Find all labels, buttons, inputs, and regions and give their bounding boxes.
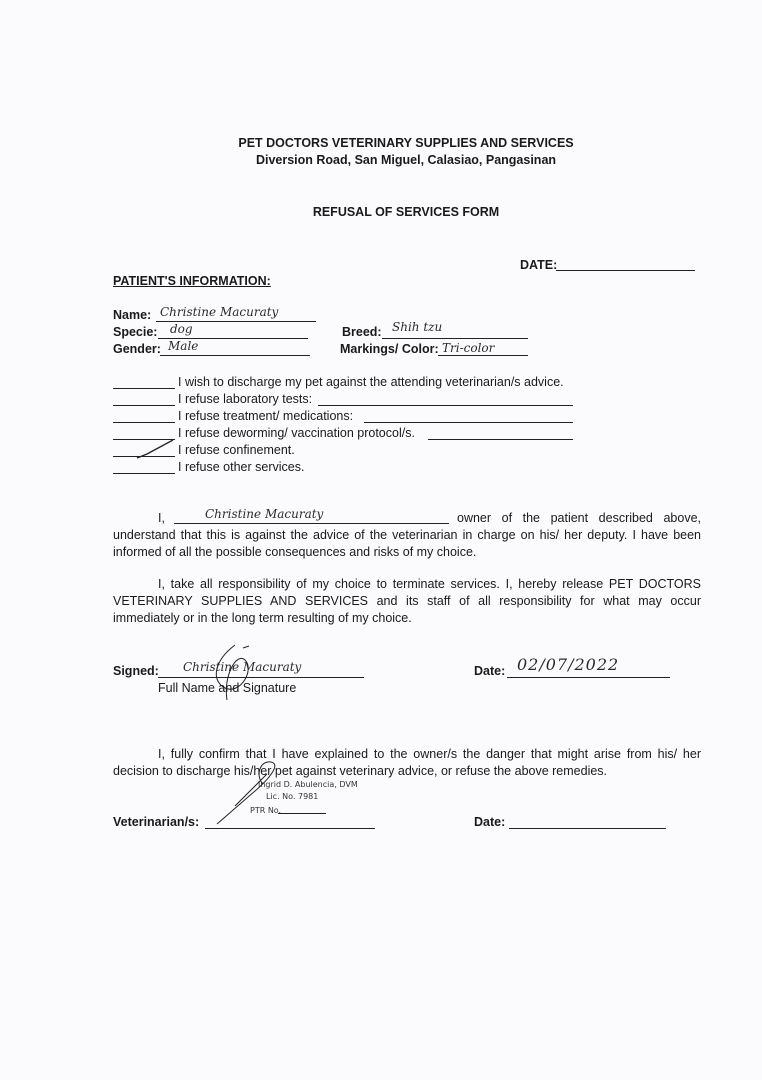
date-label: DATE: bbox=[520, 258, 558, 272]
patient-info-heading: PATIENT'S INFORMATION: bbox=[113, 274, 271, 288]
breed-label: Breed: bbox=[342, 325, 382, 339]
breed-field[interactable] bbox=[382, 338, 528, 339]
specie-value: dog bbox=[170, 322, 193, 336]
gender-field[interactable] bbox=[160, 355, 310, 356]
gender-label: Gender: bbox=[113, 342, 161, 356]
date-field[interactable] bbox=[556, 270, 695, 271]
breed-value: Shih tzu bbox=[392, 320, 443, 334]
signed-date-label: Date: bbox=[474, 664, 506, 678]
name-label: Name: bbox=[113, 308, 152, 322]
vet-stamp-license: Lic. No. 7981 bbox=[266, 792, 319, 801]
markings-label: Markings/ Color: bbox=[340, 342, 439, 356]
owner-signature-icon bbox=[205, 640, 265, 710]
medications-field[interactable] bbox=[364, 422, 573, 423]
signed-label: Signed: bbox=[113, 664, 159, 678]
statement2-text: I, take all responsibility of my choice to terminate services. I, hereby release PET DOCTORS VETERINARY SUPPLIES AND SERVICES and its staff of all responsibility for what may occur immediately or in the long term resulting of my choice. bbox=[113, 577, 701, 625]
option-text-3: I refuse treatment/ medications: bbox=[178, 409, 354, 423]
org-name: PET DOCTORS VETERINARY SUPPLIES AND SERVICES bbox=[238, 136, 574, 150]
owner-name-value: Christine Macuraty bbox=[205, 507, 324, 521]
form-title: REFUSAL OF SERVICES FORM bbox=[312, 205, 500, 219]
option-blank-1[interactable] bbox=[113, 388, 175, 389]
checkmark-icon bbox=[135, 438, 175, 460]
signed-name-value: Christine Macuraty bbox=[183, 660, 302, 674]
owner-name-field[interactable] bbox=[174, 523, 449, 524]
statement1-suffix: owner of the patient described above, bbox=[457, 511, 701, 525]
option-blank-2[interactable] bbox=[113, 405, 175, 406]
vet-stamp-ptr: PTR No. bbox=[250, 806, 282, 815]
option-text-4: I refuse deworming/ vaccination protocol/s. bbox=[178, 426, 415, 440]
signed-date-value: 02/07/2022 bbox=[517, 655, 620, 674]
option-blank-6[interactable] bbox=[113, 473, 175, 474]
statement1-text: understand that this is against the advice of the veterinarian in charge on his/ her deputy. I have been informed of all the possible consequences and risks of my choice. bbox=[113, 528, 701, 559]
vet-stamp-name: Ingrid D. Abulencia, DVM bbox=[258, 780, 358, 789]
ptr-line bbox=[278, 813, 326, 814]
markings-value: Tri-color bbox=[442, 341, 495, 355]
name-value: Christine Macuraty bbox=[160, 305, 279, 319]
signature-caption: Full Name and Signature bbox=[158, 681, 297, 695]
deworming-field[interactable] bbox=[428, 439, 573, 440]
statement1-prefix: I, bbox=[158, 511, 165, 525]
option-text-6: I refuse other services. bbox=[178, 460, 305, 474]
option-blank-3[interactable] bbox=[113, 422, 175, 423]
markings-field[interactable] bbox=[438, 355, 528, 356]
specie-label: Specie: bbox=[113, 325, 158, 339]
org-address: Diversion Road, San Miguel, Calasiao, Pangasinan bbox=[255, 153, 557, 167]
vet-date-label: Date: bbox=[474, 815, 506, 829]
vet-signature-icon bbox=[215, 756, 285, 826]
veterinarian-label: Veterinarian/s: bbox=[113, 815, 200, 829]
option-text-1: I wish to discharge my pet against the attending veterinarian/s advice. bbox=[178, 375, 564, 389]
lab-tests-field[interactable] bbox=[318, 405, 573, 406]
veterinarian-field[interactable] bbox=[205, 828, 375, 829]
statement3-text: I, fully confirm that I have explained to the owner/s the danger that might arise from his/ her decision to discharge his/her pet against veterinary advice, or refuse the above remedies. bbox=[113, 747, 701, 778]
signed-date-field[interactable] bbox=[507, 677, 670, 678]
vet-date-field[interactable] bbox=[509, 828, 666, 829]
option-text-2: I refuse laboratory tests: bbox=[178, 392, 313, 406]
option-text-5: I refuse confinement. bbox=[178, 443, 295, 457]
gender-value: Male bbox=[168, 339, 199, 353]
